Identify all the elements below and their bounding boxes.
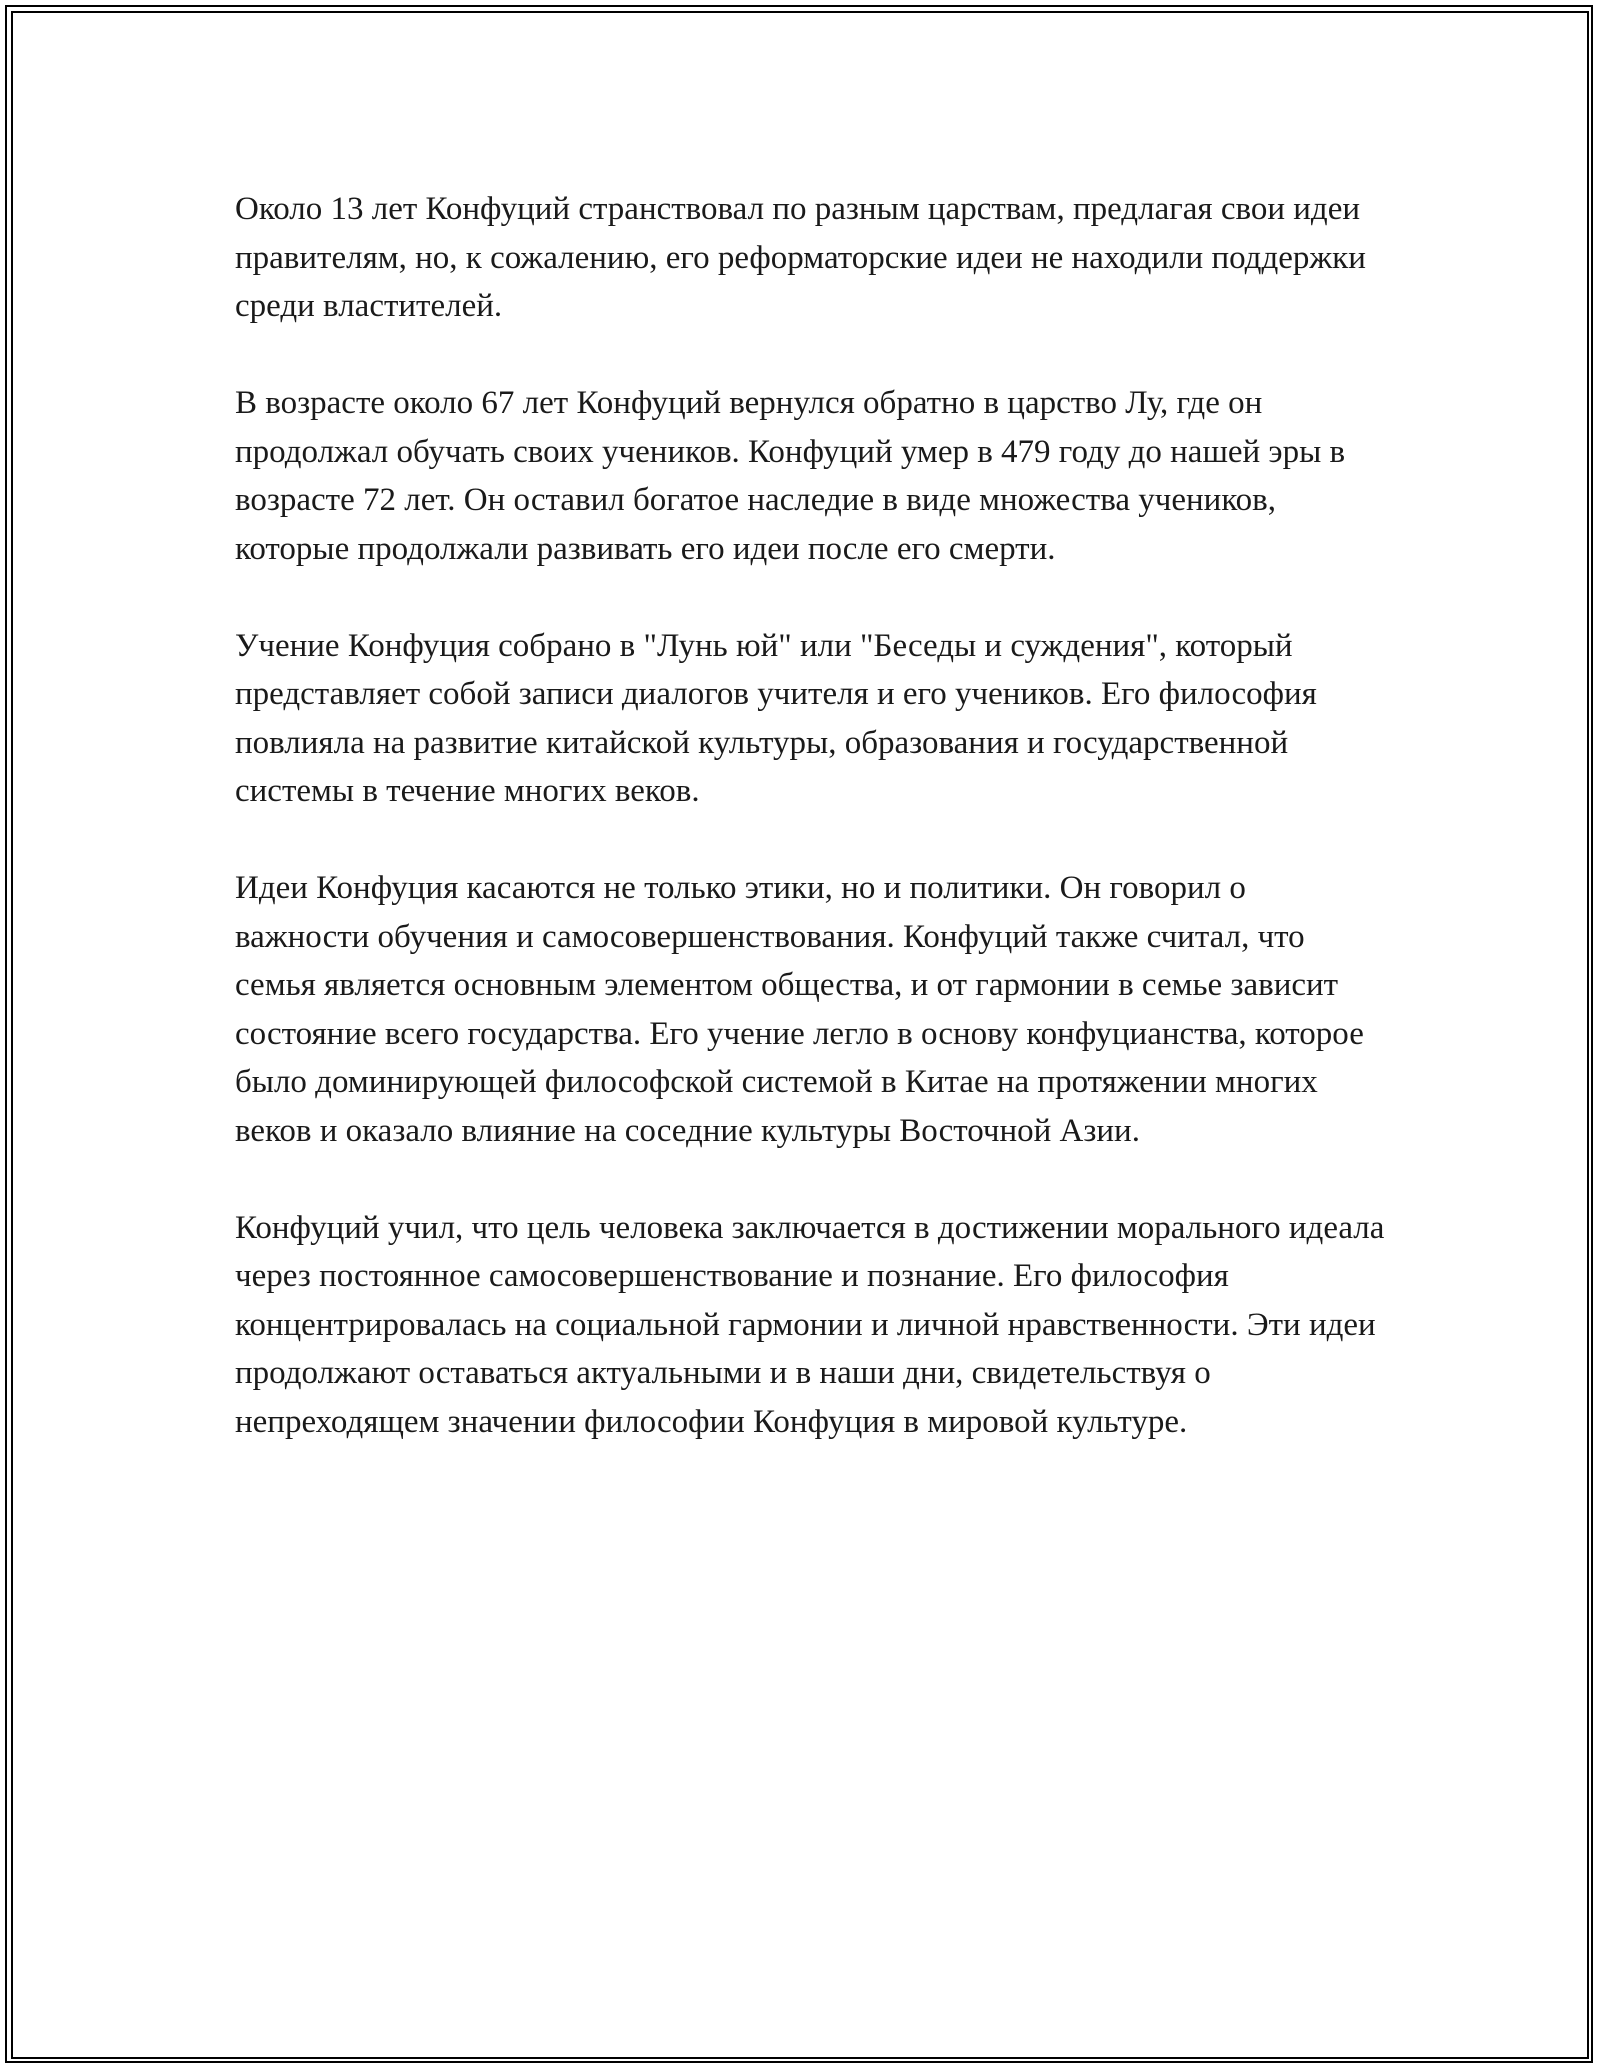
paragraph: Конфуций учил, что цель человека заключается в достижении морального идеала через постоянное самосовершенствование и познание. Его философия концентрировалась на социальной гармонии и личной нравственности. Эти идеи продолжают оставаться актуальными и в наши дни, свидетельствуя о непреходящем значении философии Конфуция в мировой культуре. [235, 1209, 1385, 1440]
paragraph: Идеи Конфуция касаются не только этики, но и политики. Он говорил о важности обучения и самосовершенствования. Конфуций также считал, что семья является основным элементом общества, и от гармонии в семье зависит состояние всего государства. Его учение легло в основу конфуцианства, которое было доминирующей философской системой в Китае на протяжении многих веков и оказало влияние на соседние культуры Восточной Азии. [235, 870, 1364, 1149]
document-body [235, 185, 1385, 1495]
paragraph: Около 13 лет Конфуций странствовал по разным царствам, предлагая свои идеи правителям, но, к сожалению, его реформаторские идеи не находили поддержки среди властителей. [235, 191, 1366, 324]
paragraph: Учение Конфуция собрано в "Лунь юй" или "Беседы и суждения", который представляет собой записи диалогов учителя и его учеников. Его философия повлияла на развитие китайской культуры, образования и государственной системы в течение многих веков. [235, 627, 1317, 809]
paragraph: В возрасте около 67 лет Конфуций вернулся обратно в царство Лу, где он продолжал обучать своих учеников. Конфуций умер в 479 году до нашей эры в возрасте 72 лет. Он оставил богатое наследие в виде множества учеников, которые продолжали развивать его идеи после его смерти. [235, 385, 1346, 567]
